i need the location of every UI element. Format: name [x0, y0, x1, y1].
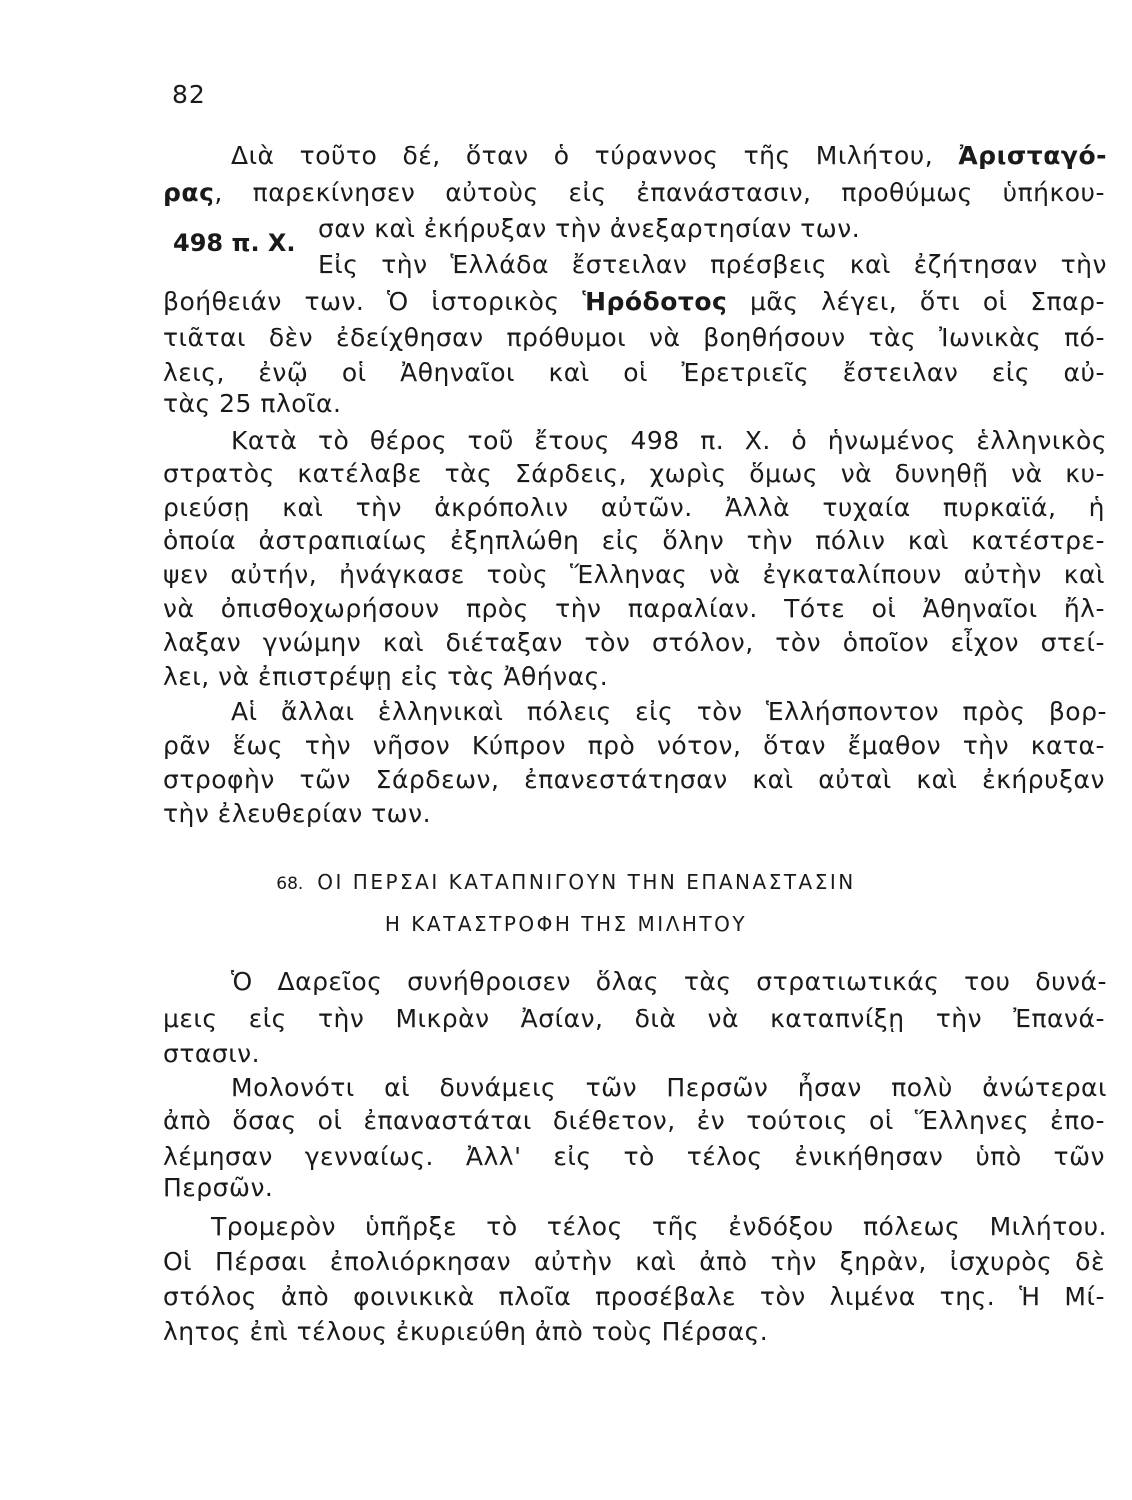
text-line: τιᾶται δὲν ἐδείχθησαν πρόθυμοι νὰ βοηθήσουν τὰς Ἰωνικὰς πό-: [163, 323, 1105, 352]
text-line: τὰς 25 πλοῖα.: [163, 389, 342, 418]
text-line: ὁποία ἀστραπιαίως ἐξηπλώθη εἰς ὅλην τὴν πόλιν καὶ κατέστρε-: [163, 526, 1105, 555]
text-line: ρᾶν ἕως τὴν νῆσον Κύπρον πρὸ νότον, ὅταν ἔμαθον τὴν κατα-: [163, 731, 1105, 760]
text-span: Διὰ τοῦτο δέ, ὅταν ὁ τύραννος τῆς Μιλήτου,: [231, 141, 934, 170]
text-line: Εἰς τὴν Ἑλλάδα ἔστειλαν πρέσβεις καὶ ἐζήτησαν τὴν: [318, 250, 1107, 279]
name-herodotus: Ἡρόδοτος: [582, 287, 728, 316]
name-aristagoras: Ἀρισταγό-: [958, 141, 1107, 170]
text-line: τὴν ἐλευθερίαν των.: [163, 799, 432, 828]
text-span: , παρεκίνησεν αὐτοὺς εἰς ἐπανάστασιν, προθύμως ὑπήκου-: [214, 178, 1105, 207]
text-line: Μολονότι αἱ δυνάμεις τῶν Περσῶν ἦσαν πολὺ ἀνώτεραι: [231, 1073, 1107, 1102]
text-line: λει, νὰ ἐπιστρέψῃ εἰς τὰς Ἀθήνας.: [163, 662, 609, 691]
text-line: λητος ἐπὶ τέλους ἐκυριεύθη ἀπὸ τοὺς Πέρσας.: [163, 1317, 769, 1346]
section-title: ΟΙ ΠΕΡΣΑΙ ΚΑΤΑΠΝΙΓΟΥΝ ΤΗΝ ΕΠΑΝΑΣΤΑΣΙΝ: [317, 870, 856, 894]
text-line: λεις, ἐνῷ οἱ Ἀθηναῖοι καὶ οἱ Ἐρετριεῖς ἔστειλαν εἰς αὐ-: [163, 358, 1105, 387]
text-line: στασιν.: [163, 1039, 261, 1068]
text-line: Κατὰ τὸ θέρος τοῦ ἔτους 498 π. Χ. ὁ ἡνωμένος ἑλληνικὸς: [231, 426, 1107, 455]
text-line: σαν καὶ ἐκήρυξαν τὴν ἀνεξαρτησίαν των.: [318, 214, 861, 243]
margin-date-note: 498 π. Χ.: [173, 229, 296, 257]
text-line: στόλος ἀπὸ φοινικικὰ πλοῖα προσέβαλε τὸν λιμένα της. Ἡ Μί-: [163, 1282, 1105, 1311]
text-line: [163, 285, 1105, 319]
section-number: 68.: [276, 874, 304, 894]
page-number: 82: [172, 80, 206, 109]
text-line: Αἱ ἄλλαι ἑλληνικαὶ πόλεις εἰς τὸν Ἑλλήσποντον πρὸς βορ-: [231, 697, 1107, 726]
text-line: λέμησαν γενναίως. Ἀλλ' εἰς τὸ τέλος ἐνικήθησαν ὑπὸ τῶν: [163, 1142, 1105, 1171]
text-span: βοήθειάν των. Ὁ ἱστορικὸς: [163, 287, 560, 316]
text-line: Περσῶν.: [163, 1173, 274, 1202]
text-line: Οἱ Πέρσαι ἐπολιόρκησαν αὐτὴν καὶ ἀπὸ τὴν ξηρὰν, ἰσχυρὸς δὲ: [163, 1247, 1105, 1276]
text-line: Τρομερὸν ὑπῆρξε τὸ τέλος τῆς ἐνδόξου πόλεως Μιλήτου.: [211, 1212, 1107, 1241]
text-line: λαξαν γνώμην καὶ διέταξαν τὸν στόλον, τὸν ὁποῖον εἶχον στεί-: [163, 628, 1105, 657]
text-line: στροφὴν τῶν Σάρδεων, ἐπανεστάτησαν καὶ αὐταὶ καὶ ἐκήρυξαν: [163, 765, 1105, 794]
text-span: μᾶς λέγει, ὅτι οἱ Σπαρ-: [750, 287, 1105, 316]
text-line: ψεν αὐτήν, ἠνάγκασε τοὺς Ἕλληνας νὰ ἐγκαταλίπουν αὐτὴν καὶ: [163, 560, 1105, 589]
text-line: ριεύσῃ καὶ τὴν ἀκρόπολιν αὐτῶν. Ἀλλὰ τυχαία πυρκαϊά, ἡ: [163, 493, 1105, 522]
text-line: μεις εἰς τὴν Μικρὰν Ἀσίαν, διὰ νὰ καταπνίξῃ τὴν Ἐπανά-: [163, 1004, 1105, 1033]
text-line: [231, 139, 1107, 173]
text-line: Ὁ Δαρεῖος συνήθροισεν ὅλας τὰς στρατιωτικάς του δυνά-: [231, 967, 1107, 996]
section-subheading: Η ΚΑΤΑΣΤΡΟΦΗ ΤΗΣ ΜΙΛΗΤΟΥ: [384, 912, 748, 936]
text-line: [163, 176, 1105, 210]
text-line: νὰ ὀπισθοχωρήσουν πρὸς τὴν παραλίαν. Τότε οἱ Ἀθηναῖοι ἤλ-: [163, 594, 1105, 623]
text-line: στρατὸς κατέλαβε τὰς Σάρδεις, χωρὶς ὅμως νὰ δυνηθῇ νὰ κυ-: [163, 459, 1105, 488]
name-aristagoras-cont: ρας: [163, 178, 215, 207]
text-line: ἀπὸ ὅσας οἱ ἐπαναστάται διέθετον, ἐν τούτοις οἱ Ἕλληνες ἐπο-: [163, 1106, 1105, 1135]
section-heading: [0, 870, 1132, 894]
